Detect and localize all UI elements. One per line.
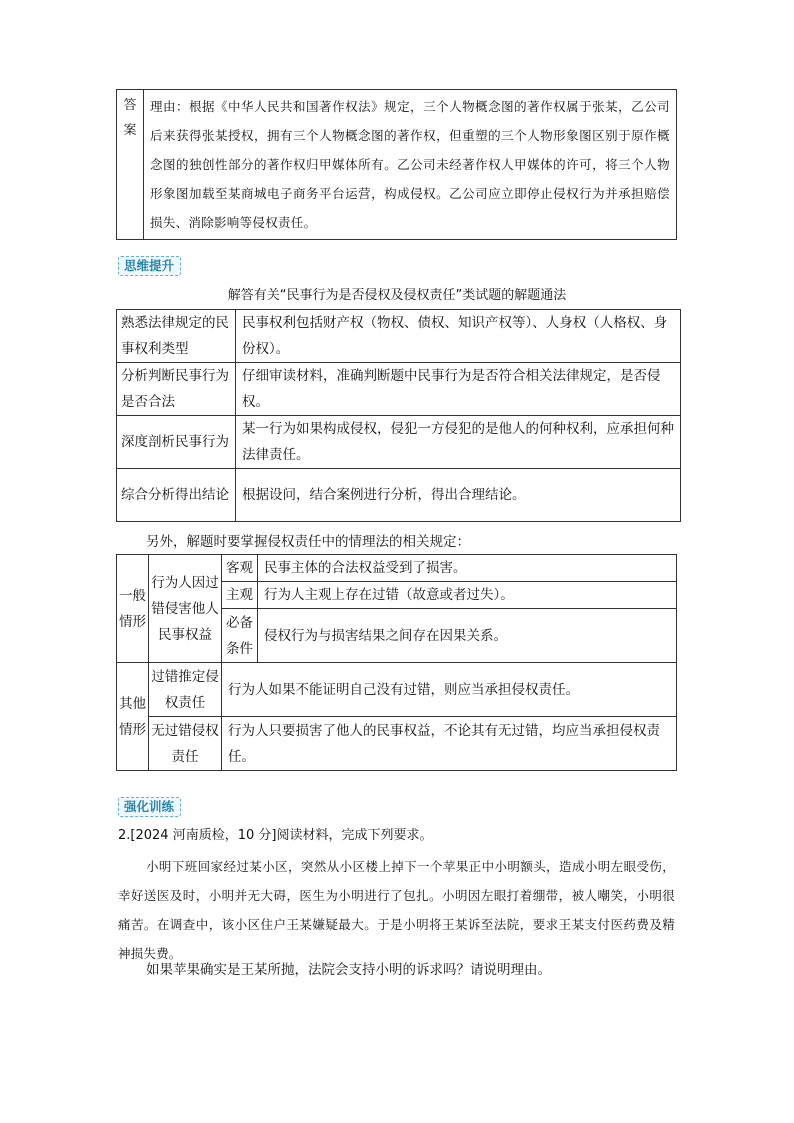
method-label: 分析判断民事行为是否合法 (117, 363, 236, 416)
nofault-text: 行为人只要损害了他人的民事权益，不论其有无过错，均应当承担侵权责任。 (222, 717, 677, 771)
note-text: 另外，解题时要掌握侵权责任中的情理法的相关规定： (146, 534, 470, 550)
training-tag: 强化训练 (118, 797, 181, 817)
question-text: 如果苹果确实是王某所抛，法院会支持小明的诉求吗？请说明理由。 (146, 962, 551, 978)
other-label: 其他情形 (117, 663, 149, 771)
answer-label (117, 90, 144, 240)
general-label: 一般情形 (117, 555, 149, 663)
method-label: 综合分析得出结论 (117, 469, 236, 522)
general-type: 行为人因过错侵害他人民事权益 (149, 555, 222, 663)
material-text: 小明下班回家经过某小区，突然从小区楼上掉下一个苹果正中小明额头，造成小明左眼受伤，幸好送医及时，小明并无大碍，医生为小明进行了包扎。小明因左眼打着绷带，被人嘲笑，小明很痛苦。在调查中，该小区住户王某嫌疑最大。于是小明将王某诉至法院，要求王某支付医药费及精神损失费。 (118, 859, 675, 961)
necessary-text: 侵权行为与损害结果之间存在因果关系。 (258, 609, 677, 663)
method-content: 民事权利包括财产权（物权、债权、知识产权等）、人身权（人格权、身份权）。 (236, 310, 681, 363)
method-title: 解答有关“民事行为是否侵权及侵权责任”类试题的解题通法 (227, 288, 567, 303)
presumed-text: 行为人如果不能证明自己没有过错，则应当承担侵权责任。 (222, 663, 677, 717)
method-table (116, 309, 681, 522)
method-row (117, 416, 681, 469)
answer-label-char: 案 (123, 123, 137, 138)
question-head: 2.[2024 河南质检，10 分]阅读材料，完成下列要求。 (118, 828, 433, 843)
necessary-label: 必备条件 (222, 609, 258, 663)
method-content: 根据设问，结合案例进行分析，得出合理结论。 (236, 469, 681, 522)
method-row (117, 469, 681, 522)
presumed-label: 过错推定侵权责任 (149, 663, 222, 717)
method-label: 熟悉法律规定的民事权利类型 (117, 310, 236, 363)
method-row (117, 310, 681, 363)
answer-table (116, 89, 677, 240)
answer-label-char: 答 (123, 98, 137, 113)
subjective-text: 行为人主观上存在过错（故意或者过失）。 (258, 582, 677, 609)
method-label: 深度剖析民事行为 (117, 416, 236, 469)
method-content: 某一行为如果构成侵权，侵犯一方侵犯的是他人的何种权利，应承担何种法律责任。 (236, 416, 681, 469)
objective-text: 民事主体的合法权益受到了损害。 (258, 555, 677, 582)
method-row (117, 363, 681, 416)
objective-label: 客观 (222, 555, 258, 582)
tort-table (116, 554, 677, 771)
thinking-tag: 思维提升 (118, 256, 181, 276)
method-content: 仔细审读材料，准确判断题中民事行为是否符合相关法律规定，是否侵权。 (236, 363, 681, 416)
subjective-label: 主观 (222, 582, 258, 609)
answer-text: 理由：根据《中华人民共和国著作权法》规定，三个人物概念图的著作权属于张某，乙公司后来获得张某授权，拥有三个人物概念图的著作权，但重塑的三个人物形象图区别于原作概念图的独创性部分的著作权归甲媒体所有。乙公司未经著作权人甲媒体的许可，将三个人物形象图加载至某商城电子商务平台运营，构成侵权。乙公司应立即停止侵权行为并承担赔偿损失、消除影响等侵权责任。 (144, 90, 677, 240)
nofault-label: 无过错侵权责任 (149, 717, 222, 771)
